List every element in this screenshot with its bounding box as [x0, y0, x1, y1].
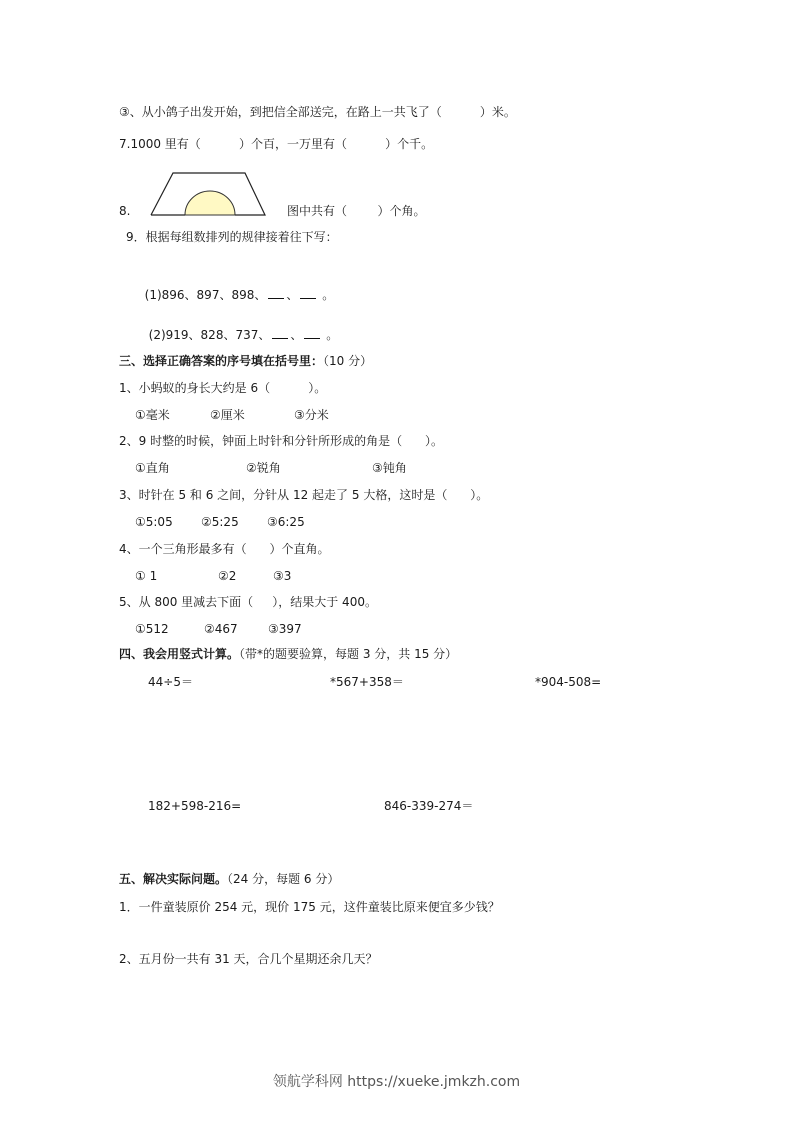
- option: ①5:05: [135, 515, 173, 529]
- choice-question-4: 4、一个三角形最多有（ ）个直角。: [119, 542, 330, 556]
- option: ②厘米: [210, 408, 245, 422]
- option: ②锐角: [246, 461, 281, 475]
- option: ①直角: [135, 461, 170, 475]
- option: ③3: [273, 569, 292, 583]
- option: ① 1: [135, 569, 158, 583]
- sequence-row-2: (2)919、828、737、 、 。: [148, 328, 339, 342]
- sequence-row-1: (1)896、897、898、 、 。: [144, 288, 335, 302]
- word-problem-1: 1．一件童装原价 254 元，现价 175 元，这件童装比原来便宜多少钱？: [119, 900, 500, 914]
- choice-question-2: 2、9 时整的时候，钟面上时针和分针所形成的角是（ ）。: [119, 434, 443, 448]
- word-problem-2: 2、五月份一共有 31 天，合几个星期还余几天？: [119, 952, 378, 966]
- question-9-title: 9．根据每组数排列的规律接着往下写：: [126, 230, 338, 244]
- option: ②467: [204, 622, 238, 636]
- choice-question-3: 3、时针在 5 和 6 之间，分针从 12 起走了 5 大格，这时是（ ）。: [119, 488, 489, 502]
- trapezoid-figure-icon: [148, 170, 268, 218]
- option: ③397: [268, 622, 302, 636]
- footer-watermark: 领航学科网 https://xueke.jmkzh.com: [272, 1074, 521, 1090]
- choice-question-5: 5、从 800 里减去下面（ ），结果大于 400。: [119, 595, 377, 609]
- answer-blank[interactable]: [268, 287, 284, 299]
- question-8-text: 图中共有（ ）个角。: [287, 204, 426, 218]
- question-6-3: ③、从小鸽子出发开始，到把信全部送完，在路上一共飞了（ ）米。: [119, 105, 516, 119]
- calc-problem: *567+358＝: [330, 675, 404, 689]
- option: ③分米: [294, 408, 329, 422]
- option: ①512: [135, 622, 169, 636]
- answer-blank[interactable]: [300, 287, 316, 299]
- option: ③钝角: [372, 461, 407, 475]
- section-5-heading: 五、解决实际问题。（24 分，每题 6 分）: [119, 872, 340, 886]
- option: ②2: [218, 569, 237, 583]
- section-3-heading: 三、选择正确答案的序号填在括号里：（10 分）: [119, 354, 373, 368]
- question-7: 7.1000 里有（ ）个百，一万里有（ ）个千。: [119, 137, 434, 151]
- calc-problem: 44÷5＝: [148, 675, 193, 689]
- section-4-heading: 四、我会用竖式计算。（带*的题要验算，每题 3 分，共 15 分）: [119, 647, 458, 661]
- option: ①毫米: [135, 408, 170, 422]
- option: ②5:25: [201, 515, 239, 529]
- calc-problem: 846-339-274＝: [384, 799, 474, 813]
- answer-blank[interactable]: [272, 327, 288, 339]
- answer-blank[interactable]: [304, 327, 320, 339]
- choice-question-1: 1、小蚂蚁的身长大约是 6（ ）。: [119, 381, 327, 395]
- option: ③6:25: [267, 515, 305, 529]
- calc-problem: 182+598-216=: [148, 799, 242, 813]
- question-8-number: 8.: [119, 204, 131, 218]
- calc-problem: *904-508=: [535, 675, 602, 689]
